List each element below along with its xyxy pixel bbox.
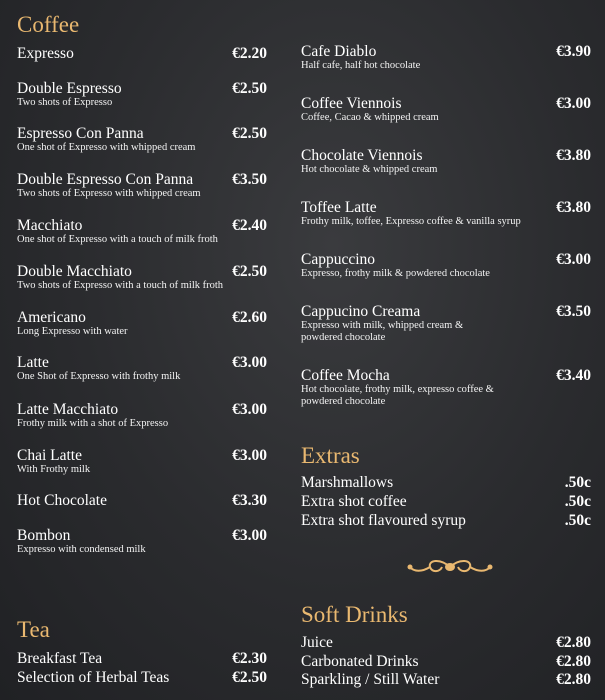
item-name: Cappuccino bbox=[301, 251, 376, 268]
item-name: Latte Macchiato bbox=[17, 401, 119, 418]
item-price: €3.50 bbox=[556, 303, 591, 320]
item-price: €3.00 bbox=[232, 527, 267, 544]
item-price: €3.80 bbox=[556, 199, 591, 216]
item-price: €2.80 bbox=[556, 671, 591, 688]
menu-item bbox=[17, 354, 267, 383]
item-price: €2.50 bbox=[232, 125, 267, 142]
item-price: €2.80 bbox=[556, 653, 591, 670]
menu-item bbox=[17, 447, 267, 476]
item-price: €2.50 bbox=[232, 263, 267, 280]
menu-item bbox=[301, 634, 591, 651]
item-price: €3.00 bbox=[556, 251, 591, 268]
item-description: Coffee, Cacao & whipped cream bbox=[301, 112, 439, 123]
menu-item bbox=[301, 512, 591, 529]
item-description: One shot of Expresso with a touch of milk froth bbox=[17, 234, 218, 245]
menu-item bbox=[301, 653, 591, 670]
item-description: Expresso with milk, whipped cream & powdered chocolate bbox=[301, 320, 464, 343]
item-price: .50c bbox=[564, 493, 591, 510]
menu-item bbox=[17, 125, 267, 154]
menu-item bbox=[17, 217, 267, 246]
item-name: Expresso bbox=[17, 45, 74, 62]
item-description: Half cafe, half hot chocolate bbox=[301, 60, 421, 71]
menu-item bbox=[17, 263, 267, 292]
item-price: €3.00 bbox=[232, 447, 267, 464]
item-description: With Frothy milk bbox=[17, 464, 91, 475]
item-description: Two shots of Expresso bbox=[17, 97, 113, 108]
menu-item bbox=[17, 527, 267, 556]
item-name: Marshmallows bbox=[301, 474, 394, 491]
item-price: €2.60 bbox=[232, 309, 267, 326]
item-description: One Shot of Expresso with frothy milk bbox=[17, 371, 181, 382]
menu-item bbox=[17, 45, 267, 62]
item-price: €3.40 bbox=[556, 367, 591, 384]
item-name: Americano bbox=[17, 309, 86, 326]
item-name: Coffee Viennois bbox=[301, 95, 402, 112]
item-price: €2.20 bbox=[232, 45, 267, 62]
soft-drinks-heading: Soft Drinks bbox=[301, 602, 408, 627]
item-name: Double Espresso Con Panna bbox=[17, 171, 194, 188]
item-price: .50c bbox=[564, 474, 591, 491]
item-name: Juice bbox=[301, 634, 333, 651]
item-name: Macchiato bbox=[17, 217, 83, 234]
item-price: €3.00 bbox=[232, 401, 267, 418]
item-name: Cafe Diablo bbox=[301, 43, 377, 60]
item-description: Expresso with condensed milk bbox=[17, 544, 146, 555]
item-description: Hot chocolate & whipped cream bbox=[301, 164, 438, 175]
item-name: Bombon bbox=[17, 527, 71, 544]
item-description: Expresso, frothy milk & powdered chocolate bbox=[301, 268, 490, 279]
item-price: €2.40 bbox=[232, 217, 267, 234]
item-name: Double Espresso bbox=[17, 80, 122, 97]
item-price: €2.50 bbox=[232, 669, 267, 686]
menu-item bbox=[17, 669, 267, 686]
menu-item bbox=[17, 492, 267, 509]
menu-item bbox=[17, 309, 267, 338]
item-name: Toffee Latte bbox=[301, 199, 377, 216]
item-description: Frothy milk with a shot of Expresso bbox=[17, 418, 169, 429]
item-description: One shot of Expresso with whipped cream bbox=[17, 142, 196, 153]
item-price: €3.50 bbox=[232, 171, 267, 188]
item-name: Extra shot flavoured syrup bbox=[301, 512, 466, 529]
item-name: Hot Chocolate bbox=[17, 492, 107, 509]
menu-item bbox=[301, 367, 591, 408]
item-description: Frothy milk, toffee, Expresso coffee & vanilla syrup bbox=[301, 216, 521, 227]
item-price: €2.80 bbox=[556, 634, 591, 651]
extras-heading: Extras bbox=[301, 443, 360, 468]
item-name: Chai Latte bbox=[17, 447, 82, 464]
tea-heading: Tea bbox=[17, 617, 50, 642]
menu-item bbox=[17, 171, 267, 200]
menu-item bbox=[301, 671, 591, 688]
item-price: €3.90 bbox=[556, 43, 591, 60]
item-price: €3.00 bbox=[556, 95, 591, 112]
menu-item bbox=[301, 493, 591, 510]
coffee-heading: Coffee bbox=[17, 12, 80, 37]
item-price: .50c bbox=[564, 512, 591, 529]
item-price: €3.30 bbox=[232, 492, 267, 509]
item-price: €3.80 bbox=[556, 147, 591, 164]
item-name: Extra shot coffee bbox=[301, 493, 407, 510]
left-column bbox=[17, 0, 267, 700]
item-description: Two shots of Expresso with a touch of milk froth bbox=[17, 280, 224, 291]
item-name: Sparkling / Still Water bbox=[301, 671, 440, 688]
item-name: Latte bbox=[17, 354, 49, 371]
item-name: Double Macchiato bbox=[17, 263, 132, 280]
menu-item bbox=[301, 199, 591, 228]
item-price: €3.00 bbox=[232, 354, 267, 371]
item-description: Long Expresso with water bbox=[17, 326, 128, 337]
item-price: €2.50 bbox=[232, 80, 267, 97]
item-name: Espresso Con Panna bbox=[17, 125, 144, 142]
item-description: Hot chocolate, frothy milk, expresso coffee & powdered chocolate bbox=[301, 384, 494, 407]
menu-item bbox=[301, 474, 591, 491]
menu-item bbox=[301, 303, 591, 344]
item-description: Two shots of Expresso with whipped cream bbox=[17, 188, 201, 199]
item-name: Cappucino Creama bbox=[301, 303, 421, 320]
menu-item bbox=[17, 80, 267, 109]
item-name: Breakfast Tea bbox=[17, 650, 103, 667]
menu-item bbox=[301, 251, 591, 280]
menu-item bbox=[301, 95, 591, 124]
menu-item bbox=[301, 147, 591, 176]
item-name: Coffee Mocha bbox=[301, 367, 390, 384]
item-name: Carbonated Drinks bbox=[301, 653, 419, 670]
flourish-divider-icon bbox=[330, 556, 570, 578]
item-price: €2.30 bbox=[232, 650, 267, 667]
menu-item bbox=[17, 401, 267, 430]
menu-item bbox=[17, 650, 267, 667]
menu-item bbox=[301, 43, 591, 72]
item-name: Selection of Herbal Teas bbox=[17, 669, 170, 686]
right-column bbox=[301, 0, 591, 700]
item-name: Chocolate Viennois bbox=[301, 147, 423, 164]
